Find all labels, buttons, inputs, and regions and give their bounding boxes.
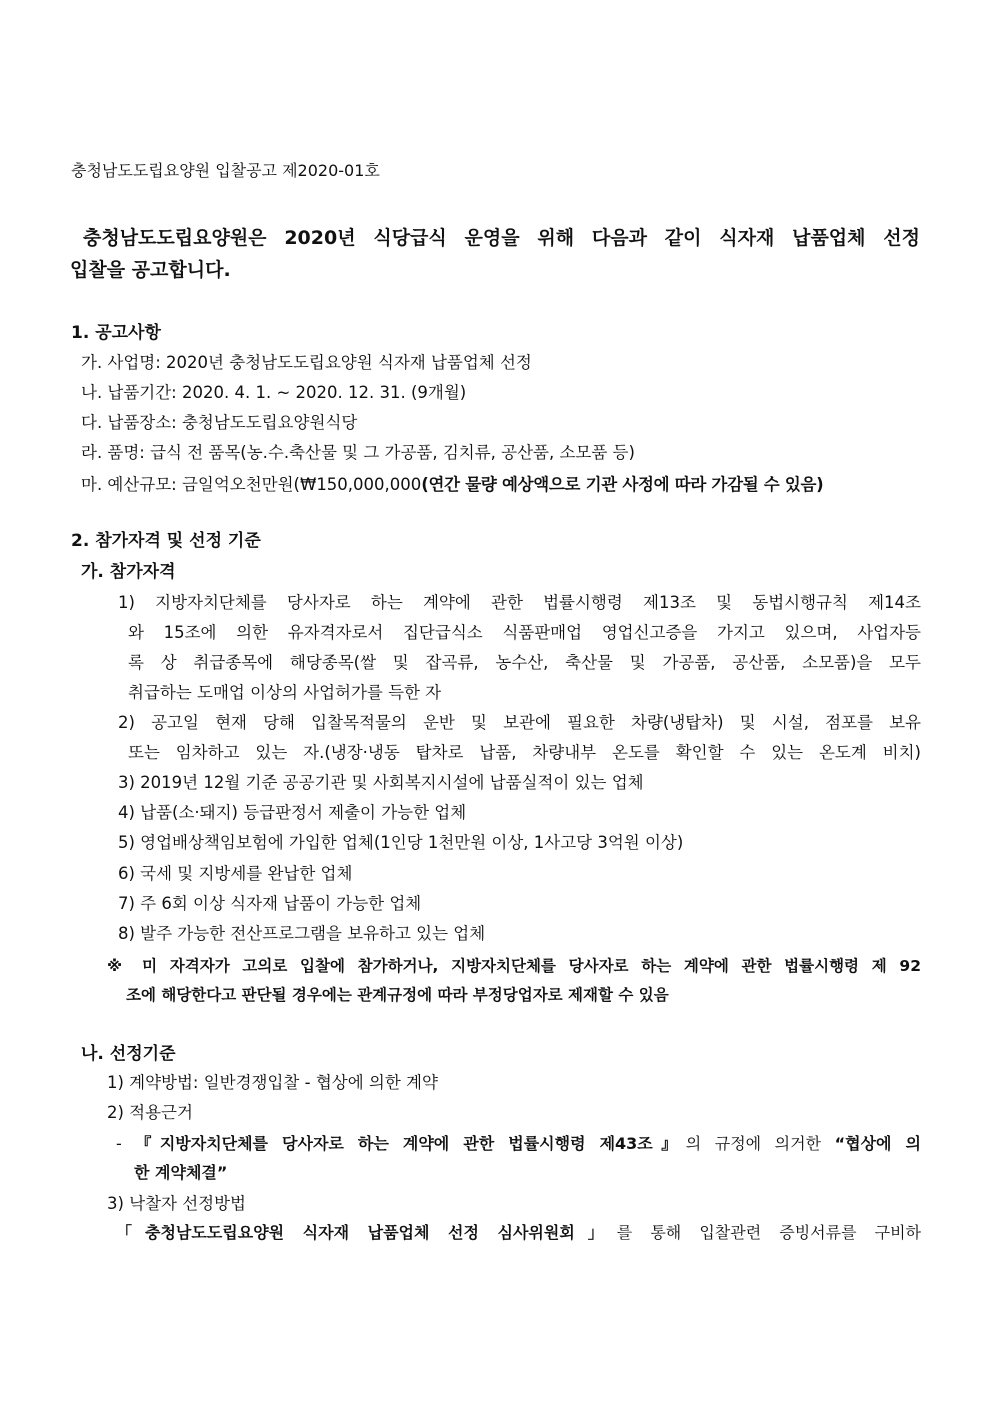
qualification-item-1-line-3: 록 상 취급종목에 해당종목(쌀 및 잡곡류, 농수산, 축산물 및 가공품, 공산품, 소모품)을 모두: [128, 653, 921, 672]
selection-criteria-heading: 나. 선정기준: [81, 1044, 176, 1064]
intro-line-1: 충청남도도립요양원은 2020년 식당급식 운영을 위해 다음과 같이 식자재 납품업체 선정: [83, 227, 920, 249]
qualification-item-8: 8) 발주 가능한 전산프로그램을 보유하고 있는 업체: [118, 924, 486, 943]
qualification-item-2-line-2: 또는 임차하고 있는 자.(냉장·냉동 탑차로 납품, 차량내부 온도를 확인할 수 있는 온도계 비치): [128, 743, 921, 762]
qualification-heading: 가. 참가자격: [81, 562, 176, 582]
qualification-item-1-line-1: 1) 지방자치단체를 당사자로 하는 계약에 관한 법률시행령 제13조 및 동법시행규칙 제14조: [118, 593, 921, 612]
qualification-item-2-line-1: 2) 공고일 현재 당해 입찰목적물의 운반 및 보관에 필요한 차량(냉탑차) 및 시설, 점포를 보유: [118, 713, 921, 732]
selection-item-2: 2) 적용근거: [107, 1103, 193, 1122]
selection-committee: 「충청남도도립요양원 식자재 납품업체 선정 심사위원회」: [116, 1223, 617, 1242]
selection-method-text: 를 통해 입찰관련 증빙서류를 구비하: [616, 1223, 921, 1242]
sanction-note-line-2: 조에 해당한다고 판단될 경우에는 관계규정에 따라 부정당업자로 제재할 수 있음: [126, 986, 669, 1004]
sanction-note-line-1: ※ 미 자격자가 고의로 입찰에 참가하거나, 지방자치단체를 당사자로 하는 계약에 관한 법률시행령 제 92: [107, 957, 921, 975]
qualification-item-4: 4) 납품(소·돼지) 등급판정서 제출이 가능한 업체: [118, 803, 467, 822]
section2-heading: 2. 참가자격 및 선정 기준: [71, 531, 261, 551]
qualification-item-3: 3) 2019년 12월 기준 공공기관 및 사회복지시설에 납품실적이 있는 업체: [118, 773, 644, 792]
budget-prefix: 마. 예산규모: 금일억오천만원(₩150,000,000: [81, 475, 422, 494]
legal-basis-contract: “협상에 의: [834, 1134, 921, 1153]
legal-basis-law: 『지방자치단체를 당사자로 하는 계약에 관한 법률시행령 제43조』: [135, 1134, 686, 1153]
qualification-item-1-line-4: 취급하는 도매업 이상의 사업허가를 득한 자: [128, 683, 442, 702]
doc-number: 충청남도도립요양원 입찰공고 제2020-01호: [71, 161, 380, 180]
legal-basis-line-1: [116, 1133, 921, 1155]
section1-heading: 1. 공고사항: [71, 323, 161, 343]
section1-item-b: 나. 납품기간: 2020. 4. 1. ~ 2020. 12. 31. (9개월): [81, 383, 467, 402]
section1-item-a: 가. 사업명: 2020년 충청남도도립요양원 식자재 납품업체 선정: [81, 353, 532, 372]
qualification-item-5: 5) 영업배상책임보험에 가입한 업체(1인당 1천만원 이상, 1사고당 3억원 이상): [118, 833, 684, 852]
legal-basis-text: 의 규정에 의거한: [685, 1134, 835, 1153]
qualification-item-7: 7) 주 6회 이상 식자재 납품이 가능한 업체: [118, 894, 422, 913]
intro-line-2: 입찰을 공고합니다.: [70, 259, 231, 281]
selection-item-3: 3) 낙찰자 선정방법: [107, 1194, 246, 1213]
legal-basis-dash: -: [116, 1134, 136, 1153]
qualification-item-1-line-2: 와 15조에 의한 유자격자로서 집단급식소 식품판매업 영업신고증을 가지고 있으며, 사업자등: [128, 623, 921, 642]
section1-item-c: 다. 납품장소: 충청남도도립요양원식당: [81, 413, 358, 432]
selection-item-1: 1) 계약방법: 일반경쟁입찰 - 협상에 의한 계약: [107, 1073, 438, 1092]
selection-method-line: [116, 1222, 921, 1244]
section1-item-e: [81, 474, 823, 496]
budget-note: (연간 물량 예상액으로 기관 사정에 따라 가감될 수 있음): [421, 475, 824, 494]
qualification-item-6: 6) 국세 및 지방세를 완납한 업체: [118, 864, 353, 883]
legal-basis-line-2: 한 계약체결”: [134, 1163, 228, 1182]
section1-item-d: 라. 품명: 급식 전 품목(농.수.축산물 및 그 가공품, 김치류, 공산품, 소모품 등): [81, 443, 635, 462]
